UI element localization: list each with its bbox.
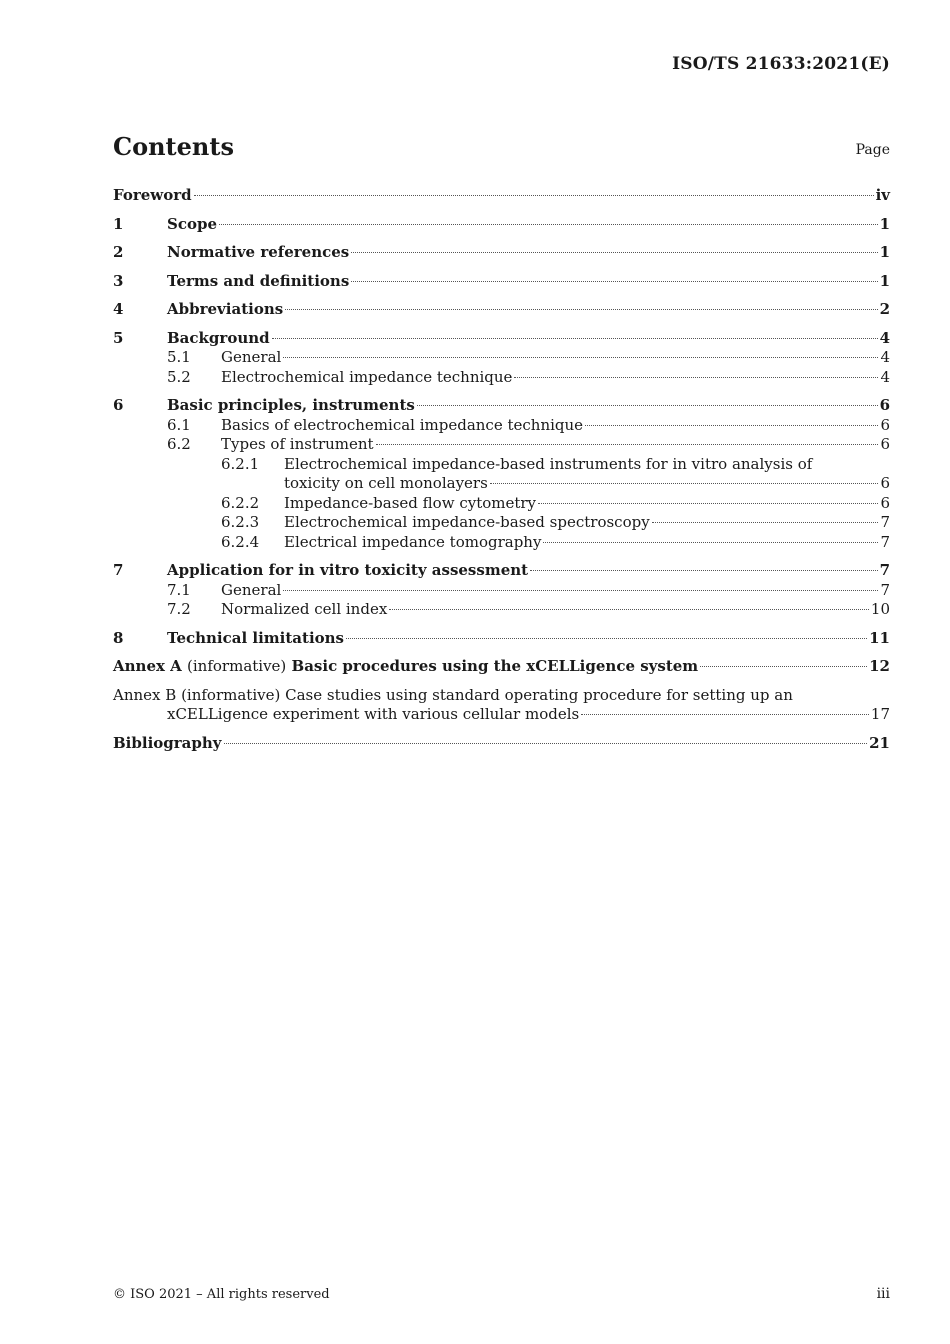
toc-title: Application for in vitro toxicity assessment xyxy=(167,561,529,579)
dot-leader xyxy=(490,483,879,484)
dot-leader xyxy=(538,503,878,504)
toc-page: 21 xyxy=(869,733,890,752)
toc-title: General xyxy=(221,580,282,599)
copyright-notice: © ISO 2021 – All rights reserved xyxy=(113,1287,330,1302)
dot-leader xyxy=(346,638,867,639)
toc-page: 7 xyxy=(880,532,890,551)
toc-entry-1[interactable] xyxy=(113,215,890,235)
toc-entry-2[interactable] xyxy=(113,243,890,263)
toc-entry-bibliography[interactable] xyxy=(113,734,890,754)
dot-leader xyxy=(194,195,874,196)
toc-entry-6-2-4[interactable] xyxy=(113,533,890,553)
toc-entry-foreword[interactable] xyxy=(113,186,890,206)
annex-note: (informative) xyxy=(181,685,281,704)
toc-entry-5-1[interactable] xyxy=(113,348,890,368)
toc-number: 7 xyxy=(113,561,124,579)
toc-title: Scope xyxy=(167,214,218,233)
toc-entry-annex-a[interactable] xyxy=(113,657,890,677)
toc-title: Impedance-based flow cytometry xyxy=(284,493,537,512)
toc-title: Basics of electrochemical impedance technique xyxy=(221,415,584,434)
toc-title: Basic procedures using the xCELLigence system xyxy=(291,657,699,675)
dot-leader xyxy=(530,570,877,571)
toc-page: 17 xyxy=(870,705,890,723)
dot-leader xyxy=(652,522,879,523)
toc-page: 6 xyxy=(880,493,890,512)
toc-number: 6.2.3 xyxy=(221,513,260,531)
dot-leader xyxy=(285,309,877,310)
toc-number: 2 xyxy=(113,243,124,261)
annex-label: Annex A xyxy=(113,657,182,675)
dot-leader xyxy=(224,743,868,744)
toc-page: 11 xyxy=(869,628,890,647)
toc-title: Electrochemical impedance technique xyxy=(221,367,513,386)
toc-page: 7 xyxy=(880,513,890,531)
dot-leader xyxy=(283,590,878,591)
toc-title-line-1: Case studies using standard operating procedure for setting up an xyxy=(285,685,793,704)
toc-title-line-2: xCELLigence experiment with various cellular models xyxy=(167,705,580,723)
dot-leader xyxy=(283,357,878,358)
toc-entry-8[interactable] xyxy=(113,629,890,649)
dot-leader xyxy=(351,281,877,282)
toc-page: 6 xyxy=(880,415,890,434)
toc-page: 4 xyxy=(880,348,890,366)
toc-entry-7-2[interactable] xyxy=(113,600,890,620)
toc-title: Terms and definitions xyxy=(167,271,350,290)
toc-title: Electrochemical impedance-based spectroscopy xyxy=(284,513,650,531)
toc-page: 1 xyxy=(879,243,890,261)
toc-number: 7.2 xyxy=(167,600,191,618)
annex-label: Annex B xyxy=(113,685,177,704)
toc-page: 7 xyxy=(880,580,890,599)
toc-number: 5.2 xyxy=(167,367,191,386)
toc-number: 1 xyxy=(113,214,124,233)
toc-page: 1 xyxy=(879,271,890,290)
toc-entry-6-2-2[interactable] xyxy=(113,494,890,514)
page-number: iii xyxy=(876,1286,890,1302)
toc-number: 8 xyxy=(113,628,124,647)
toc-number: 6.2.1 xyxy=(221,454,260,473)
toc-entry-7-1[interactable] xyxy=(113,581,890,601)
toc-title-line-2: toxicity on cell monolayers xyxy=(284,474,488,492)
toc-title: Background xyxy=(167,328,270,347)
dot-leader xyxy=(417,405,878,406)
dot-leader xyxy=(700,666,867,667)
toc-entry-6-2-1[interactable] xyxy=(113,455,890,494)
toc-entry-3[interactable] xyxy=(113,272,890,292)
page-title: Contents xyxy=(113,132,234,161)
toc-page: 6 xyxy=(880,474,890,492)
dot-leader xyxy=(219,224,878,225)
dot-leader xyxy=(585,425,878,426)
toc-page: 4 xyxy=(880,367,890,386)
toc-title: Normalized cell index xyxy=(221,600,388,618)
toc-entry-4[interactable] xyxy=(113,300,890,320)
toc-entry-6-2-3[interactable] xyxy=(113,513,890,533)
toc-title: Types of instrument xyxy=(221,435,374,453)
toc-number: 5.1 xyxy=(167,348,191,366)
toc-title: Technical limitations xyxy=(167,628,344,647)
dot-leader xyxy=(351,252,877,253)
toc-number: 6.2.2 xyxy=(221,493,260,512)
dot-leader xyxy=(272,338,878,339)
toc-number: 6 xyxy=(113,396,124,414)
toc-number: 6.2 xyxy=(167,435,191,453)
toc-number: 7.1 xyxy=(167,580,191,599)
dot-leader xyxy=(543,542,878,543)
toc-entry-5-2[interactable] xyxy=(113,368,890,388)
toc-title: Abbreviations xyxy=(167,300,284,318)
dot-leader xyxy=(514,377,878,378)
toc-page: 4 xyxy=(879,328,890,347)
document-id: ISO/TS 21633:2021(E) xyxy=(672,54,890,74)
toc-number: 3 xyxy=(113,271,124,290)
toc-entry-6[interactable] xyxy=(113,396,890,416)
dot-leader xyxy=(581,714,869,715)
toc-title: Foreword xyxy=(113,186,192,204)
toc-page: 6 xyxy=(880,435,890,453)
toc-number: 6.2.4 xyxy=(221,532,260,551)
toc-entry-annex-b[interactable] xyxy=(113,686,890,725)
toc-number: 5 xyxy=(113,328,124,347)
toc-page: 6 xyxy=(879,396,890,414)
toc-title: Bibliography xyxy=(113,733,222,752)
toc-page: 12 xyxy=(869,657,890,675)
toc-number: 4 xyxy=(113,300,124,318)
page-column-label: Page xyxy=(855,142,890,158)
toc-title: General xyxy=(221,348,282,366)
dot-leader xyxy=(389,609,869,610)
toc-title: Electrical impedance tomography xyxy=(284,532,542,551)
toc-entry-5[interactable] xyxy=(113,329,890,349)
toc-entry-6-1[interactable] xyxy=(113,416,890,436)
toc-title: Basic principles, instruments xyxy=(167,396,415,414)
toc-number: 6.1 xyxy=(167,415,191,434)
toc-page: 7 xyxy=(879,561,890,579)
dot-leader xyxy=(376,444,879,445)
toc-title: Normative references xyxy=(167,243,350,261)
toc-page: 2 xyxy=(879,300,890,318)
toc-title-line-1: Electrochemical impedance-based instruments for in vitro analysis of xyxy=(284,454,813,473)
annex-note: (informative) xyxy=(187,657,287,675)
toc-entry-7[interactable] xyxy=(113,561,890,581)
toc-page: 10 xyxy=(870,600,890,618)
table-of-contents xyxy=(113,186,890,753)
toc-entry-6-2[interactable] xyxy=(113,435,890,455)
toc-page: 1 xyxy=(879,214,890,233)
toc-page: iv xyxy=(875,186,890,204)
